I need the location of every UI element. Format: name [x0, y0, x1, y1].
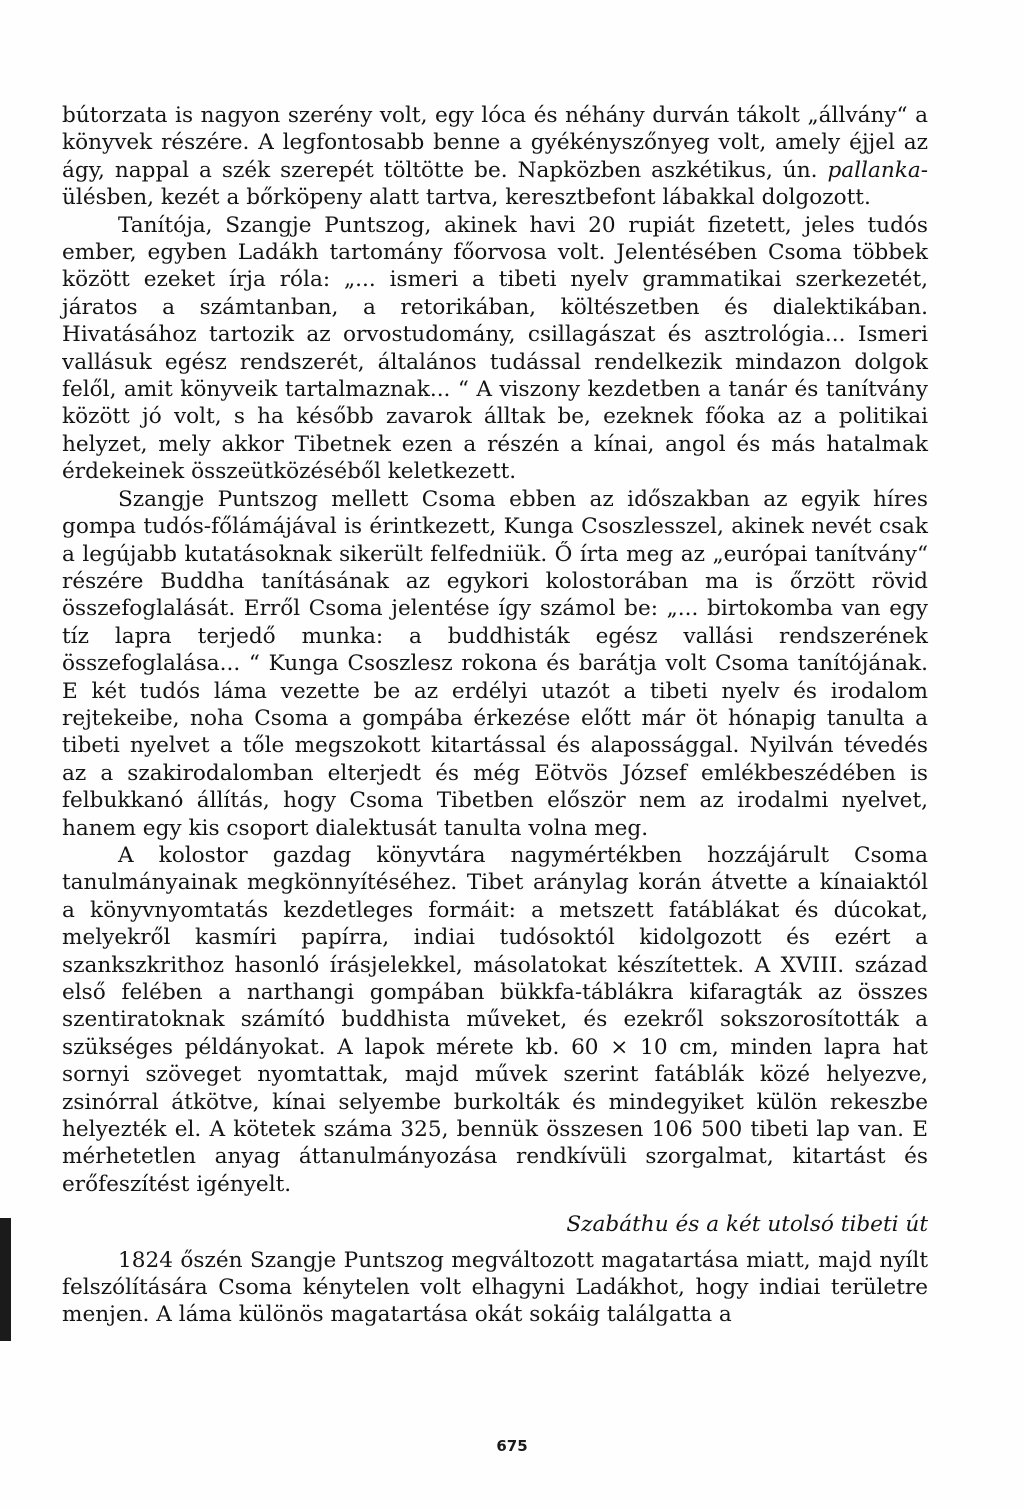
- paragraph-5: 1824 őszén Szangje Puntszog megváltozott magatartása miatt, majd nyílt felszólítására Csoma kénytelen volt elhagyni Ladákhot, hogy indiai területre menjen. A láma különös magatartása okát sokáig találgatta a: [62, 1247, 928, 1328]
- paragraph-1-italic-term: pallanka: [827, 157, 921, 183]
- paragraph-4: A kolostor gazdag könyvtára nagymértékben hozzájárult Csoma tanulmányainak megkönnyítéséhez. Tibet aránylag korán átvette a kínaiaktól a könyvnyomtatás kezdetleges formáit: a metszett fatáblákat és dúcokat, melyekről kasmíri papírra, indiai tudósoktól kidolgozott és ezért a szankszkrithoz hasonló írásjelekkel, másolatokat készítettek. A XVIII. század első felében a narthangi gompában bükkfa-táblákra kifaragták az összes szentiratoknak számító buddhista műveket, és ezekről sokszorosították a szükséges példányokat. A lapok mérete kb. 60 × 10 cm, minden lapra hat sornyi szöveget nyomtattak, majd művek szerint fatáblák közé helyezve, zsinórral átkötve, kínai selyembe burkolták és mindegyiket külön rekeszbe helyezték el. A kötetek száma 325, bennük összesen 106 500 tibeti lap van. E mérhetetlen anyag áttanulmányozása rendkívüli szorgalmat, kitartást és erőfeszítést igényelt.: [62, 842, 928, 1197]
- page-number: 675: [496, 1437, 528, 1455]
- paragraph-3: Szangje Puntszog mellett Csoma ebben az időszakban az egyik híres gompa tudós-főlámájával is érintkezett, Kunga Csoszlesszel, akinek nevét csak a legújabb kutatásoknak sikerült felfedniük. Ő írta meg az „európai tanítvány“ részére Buddha tanításának az egykori kolostorában ma is őrzött rövid összefoglalását. Erről Csoma jelentése így számol be: „... birtokomba van egy tíz lapra terjedő munka: a buddhisták egész vallási rendszerének összefoglalása... “ Kunga Csoszlesz rokona és barátja volt Csoma tanítójának. E két tudós láma vezette be az erdélyi utazót a tibeti nyelv és irodalom rejtekeibe, noha Csoma a gompába érkezése előtt már öt hónapig tanulta a tibeti nyelvet a tőle megszokott kitartással és alapossággal. Nyilván tévedés az a szakirodalomban elterjedt és még Eötvös József emlékbeszédében is felbukkanó állítás, hogy Csoma Tibetben először nem az irodalmi nyelvet, hanem egy kis csoport dialektusát tanulta volna meg.: [62, 486, 928, 841]
- body-text: [62, 102, 928, 1329]
- scan-edge-mark: [0, 1218, 11, 1341]
- section-heading: Szabáthu és a két utolsó tibeti út: [566, 1212, 928, 1238]
- paragraph-1-text: bútorzata is nagyon szerény volt, egy lóca és néhány durván tákolt „állvány“ a könyvek részére. A legfontosabb benne a gyékényszőnyeg volt, amely éjjel az ágy, nappal a szék szerepét töltötte be. Napközben aszkétikus, ún.: [62, 103, 928, 183]
- paragraph-2: Tanítója, Szangje Puntszog, akinek havi 20 rupiát fizetett, jeles tudós ember, egyben Ladákh tartomány főorvosa volt. Jelentésében Csoma többek között ezeket írja róla: „... ismeri a tibeti nyelv grammatikai szerkezetét, járatos a számtanban, a retorikában, költészetben és dialektikában. Hivatásához tartozik az orvostudomány, csillagászat és asztrológia... Ismeri vallásuk egész rendszerét, általános tudással rendelkezik mindazon dolgok felől, amit könyveik tartalmaznak... “ A viszony kezdetben a tanár és tanítvány között jó volt, s ha később zavarok álltak be, ezeknek főoka az a politikai helyzet, mely akkor Tibetnek ezen a részén a kínai, angol és más hatalmak érdekeinek összeütközéséből keletkezett.: [62, 212, 928, 485]
- paragraph-1: [62, 102, 928, 212]
- paragraph-1-rest: -ülésben, kezét a bőrköpeny alatt tartva, keresztbefont lábakkal dolgozott.: [62, 157, 928, 211]
